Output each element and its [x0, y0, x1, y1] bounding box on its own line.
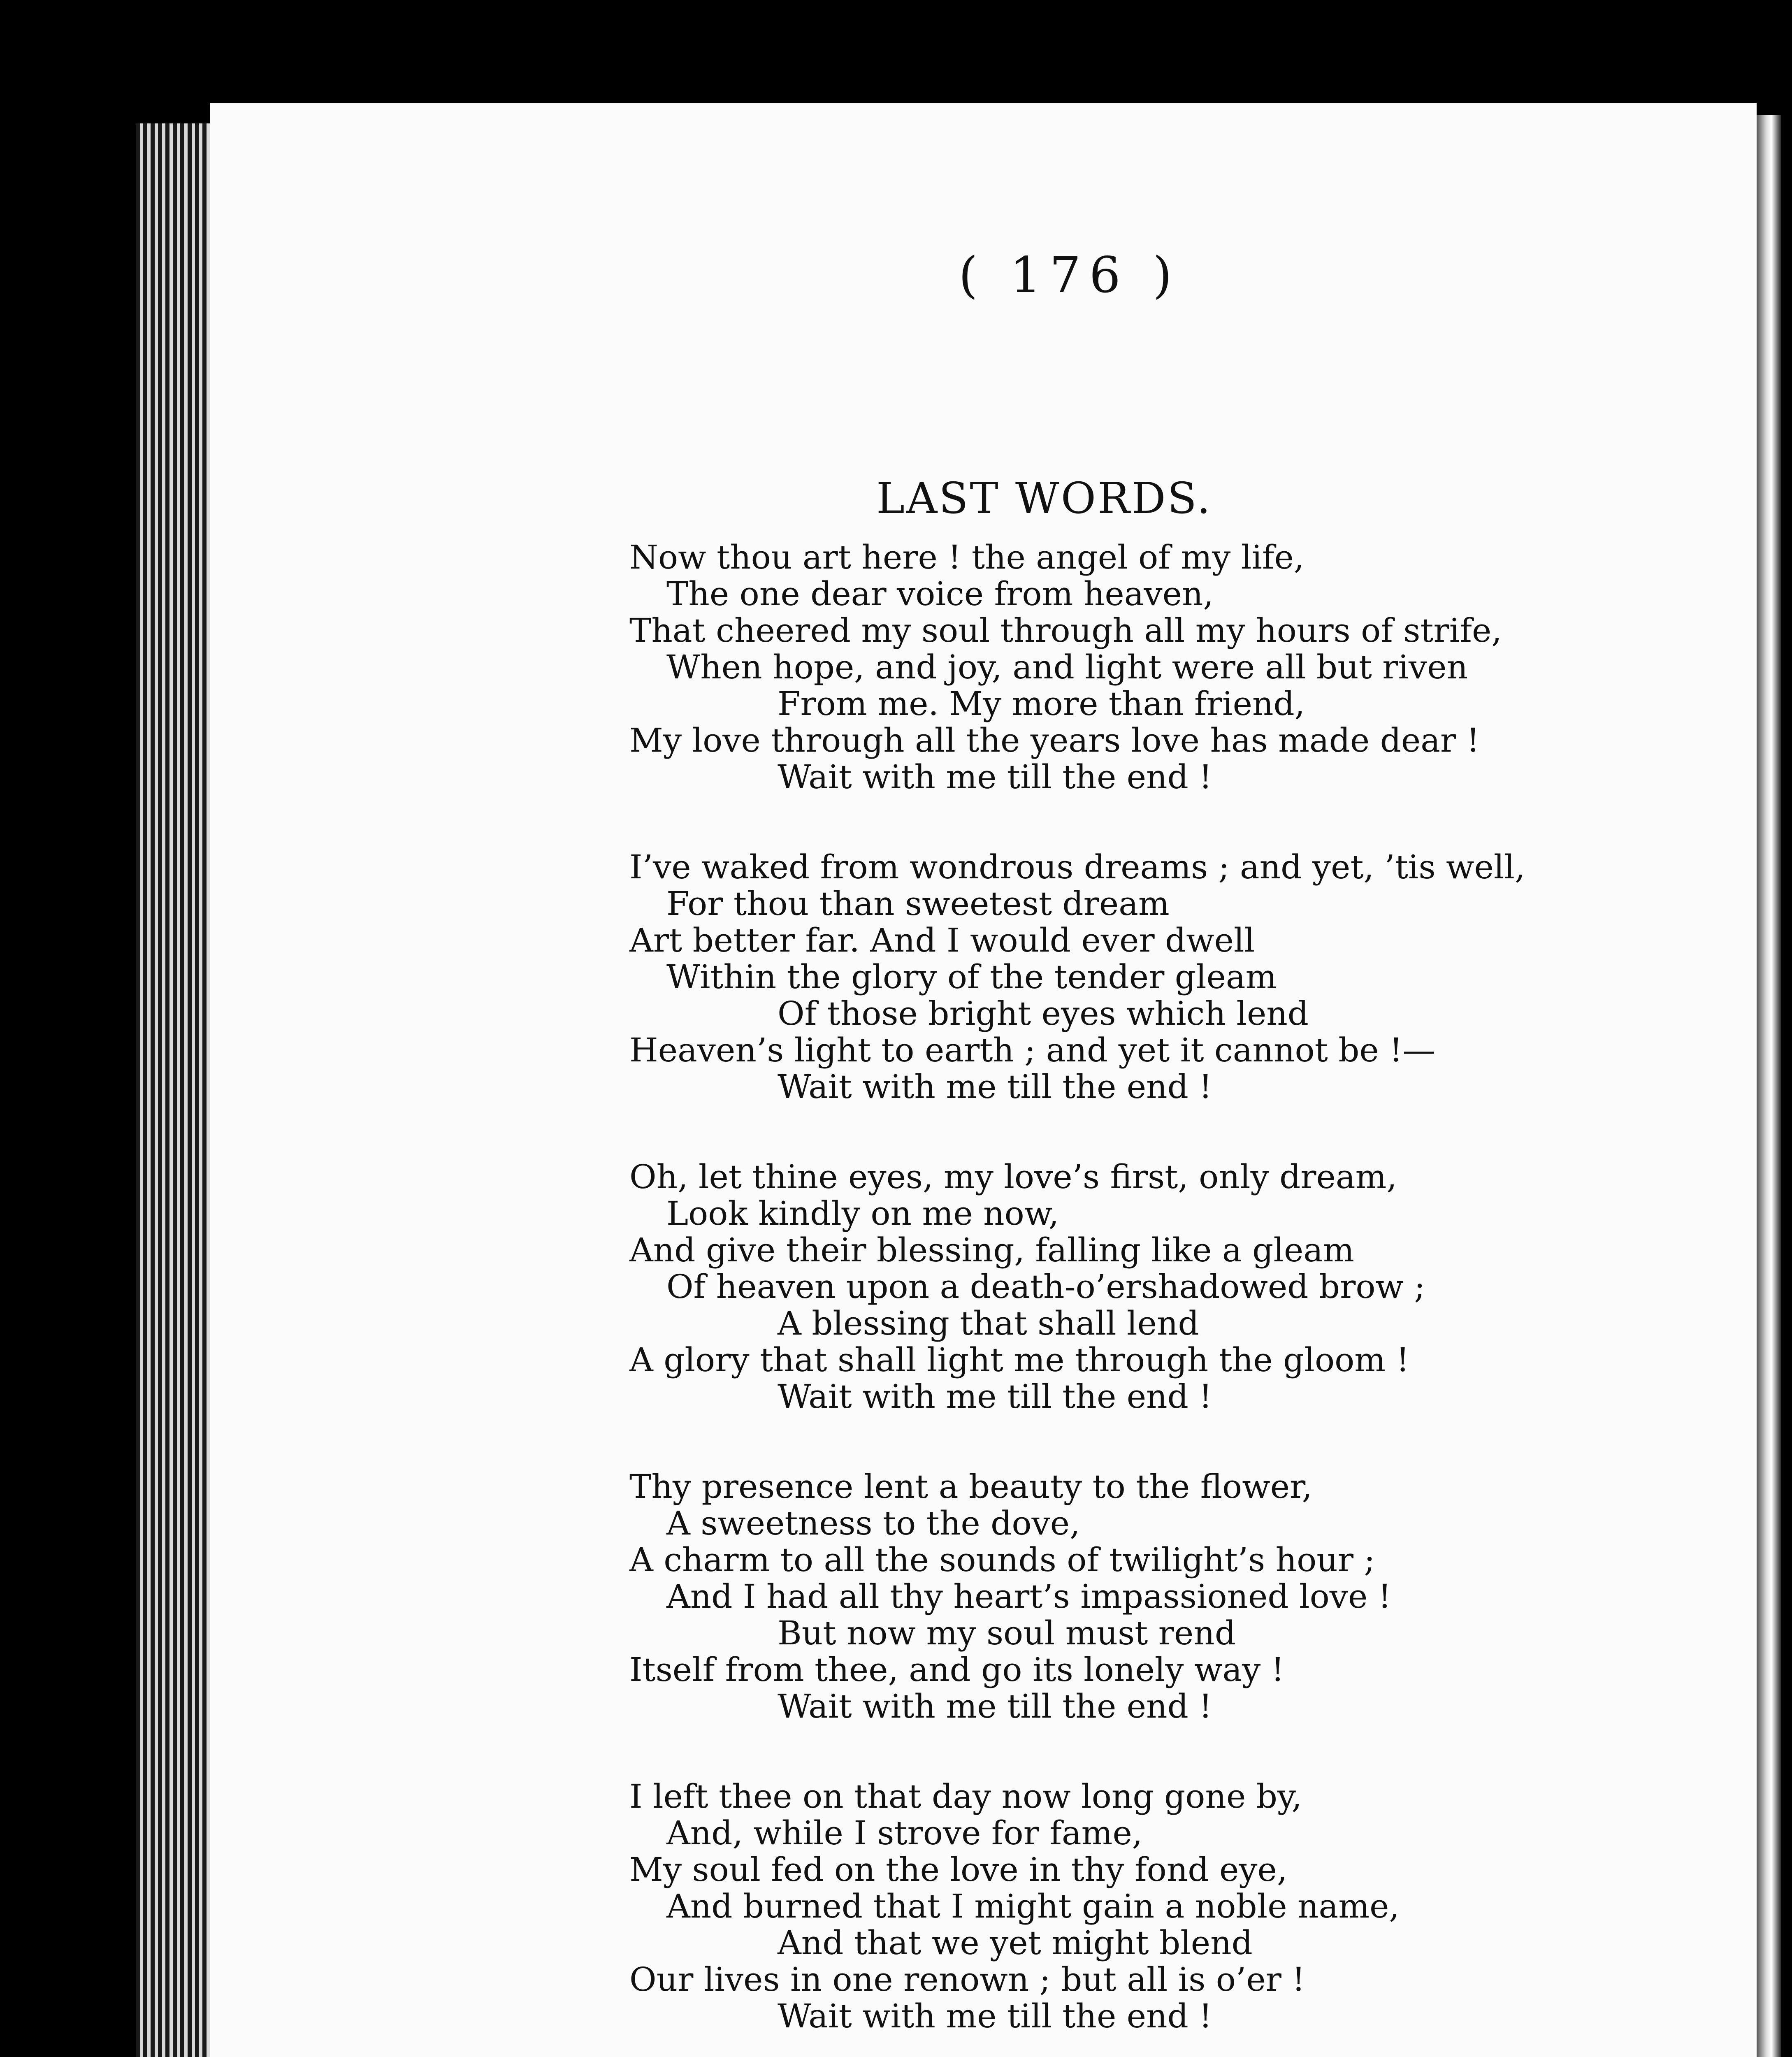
poem-line: Heaven’s light to earth ; and yet it cannot be !— [629, 1031, 1436, 1069]
book-page-edges [136, 123, 210, 2057]
poem-stanza [629, 1159, 1576, 1415]
poem-line: A sweetness to the dove, [666, 1504, 1080, 1542]
poem-line: And give their blessing, falling like a gleam [629, 1231, 1354, 1269]
poem-line: My love through all the years love has made dear ! [629, 721, 1480, 759]
poem-line: My soul fed on the love in thy fond eye, [629, 1850, 1288, 1889]
poem-line: And I had all thy heart’s impassioned love ! [666, 1577, 1391, 1616]
poem-line: A charm to all the sounds of twilight’s hour ; [629, 1541, 1375, 1579]
poem-line: When hope, and joy, and light were all but riven [666, 648, 1468, 686]
book-spine-edge [1757, 115, 1781, 2057]
poem-body [629, 539, 1576, 2057]
poem-line: And that we yet might blend [778, 1924, 1253, 1962]
poem-line: A blessing that shall lend [778, 1304, 1199, 1342]
poem-line: Wait with me till the end ! [778, 1068, 1212, 1106]
poem-line: Wait with me till the end ! [778, 758, 1212, 796]
poem-line: Itself from thee, and go its lonely way ! [629, 1651, 1284, 1689]
poem-line: Oh, let thine eyes, my love’s first, only dream, [629, 1158, 1397, 1196]
poem-line: Art better far. And I would ever dwell [629, 921, 1255, 959]
poem-line: The one dear voice from heaven, [666, 575, 1214, 613]
poem-line: But now my soul must rend [778, 1614, 1236, 1652]
poem-line: A glory that shall light me through the gloom ! [629, 1341, 1409, 1379]
poem-stanza [629, 849, 1576, 1105]
poem-line: Within the glory of the tender gleam [666, 958, 1277, 996]
poem-stanza [629, 1778, 1576, 2034]
poem-line: For thou than sweetest dream [666, 885, 1170, 923]
poem-line: And, while I strove for fame, [666, 1814, 1143, 1852]
poem-line: Wait with me till the end ! [778, 1377, 1212, 1416]
poem-line: Now thou art here ! the angel of my life, [629, 538, 1305, 576]
poem-stanza [629, 539, 1576, 795]
poem-line: From me. My more than friend, [778, 685, 1305, 723]
poem-line: Wait with me till the end ! [778, 1997, 1212, 2035]
poem-line: And burned that I might gain a noble name, [666, 1887, 1400, 1925]
poem-line: Of heaven upon a death-o’ershadowed brow ; [666, 1268, 1425, 1306]
poem-line: I’ve waked from wondrous dreams ; and yet, ’tis well, [629, 848, 1525, 886]
poem-line: Thy presence lent a beauty to the flower, [629, 1467, 1312, 1506]
poem-line: I left thee on that day now long gone by, [629, 1777, 1302, 1816]
poem-stanza [629, 1468, 1576, 1725]
poem-line: Look kindly on me now, [666, 1194, 1059, 1233]
poem-line: Of those bright eyes which lend [778, 994, 1309, 1033]
page-number: ( 176 ) [959, 247, 1180, 304]
poem-line: Our lives in one renown ; but all is o’er ! [629, 1960, 1305, 1999]
poem-line: That cheered my soul through all my hours of strife, [629, 611, 1502, 650]
poem-line: Wait with me till the end ! [778, 1687, 1212, 1725]
poem-title: LAST WORDS. [876, 473, 1212, 523]
